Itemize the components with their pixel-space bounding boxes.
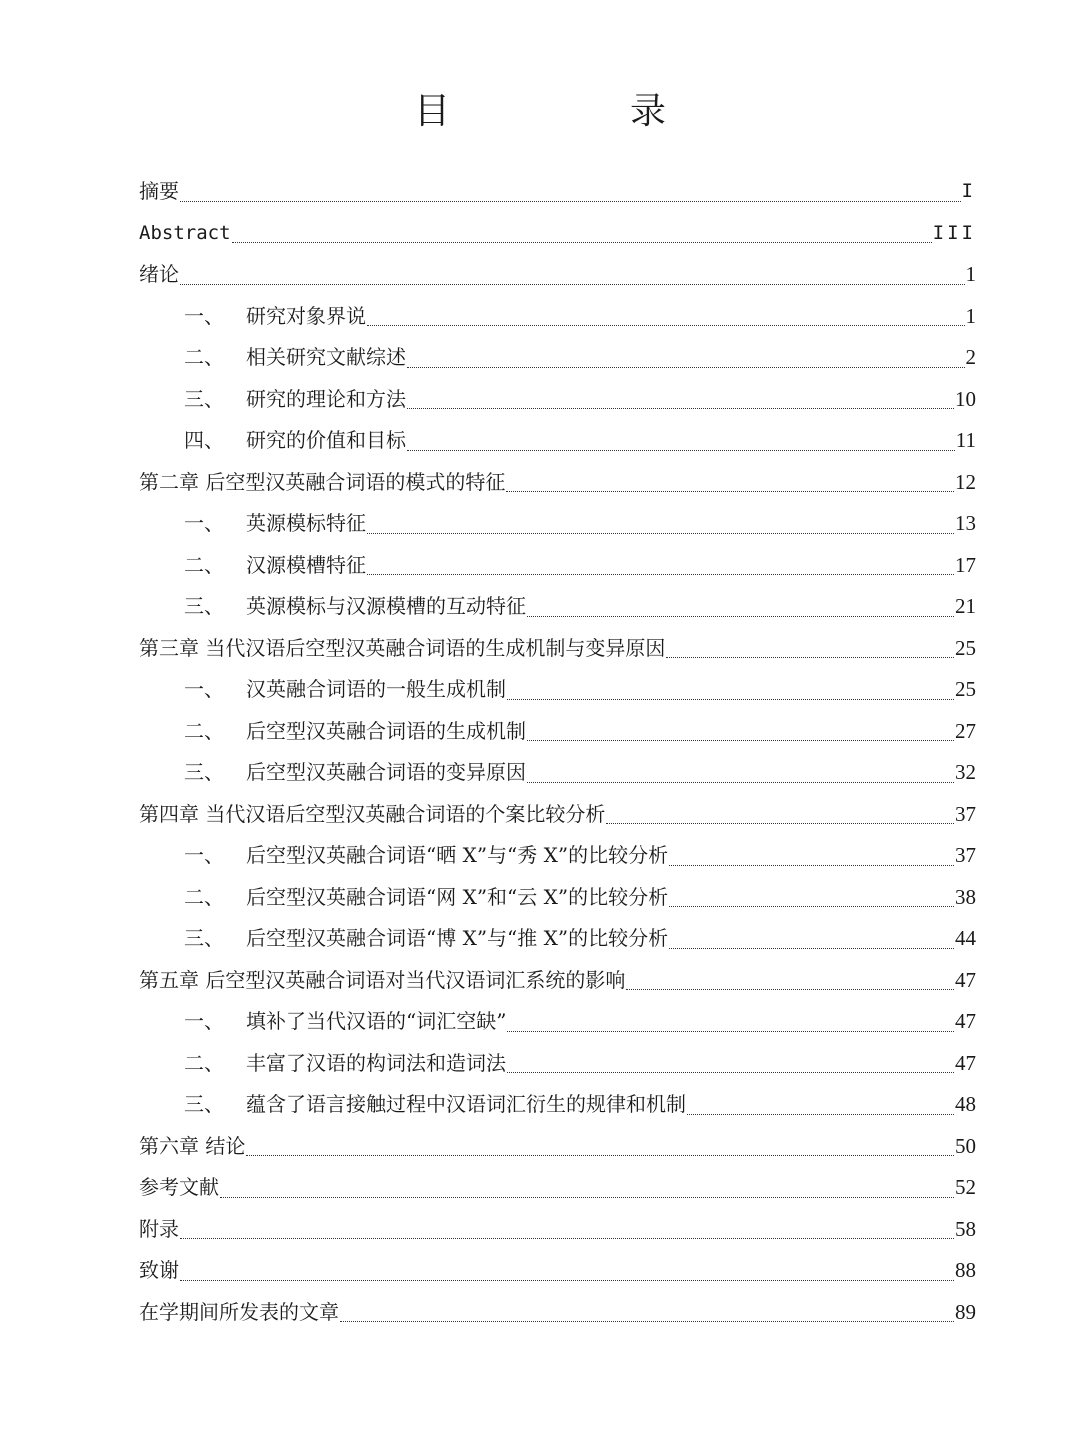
toc-dot-leader	[367, 296, 965, 338]
toc-page-number: 1	[965, 303, 976, 328]
toc-entry-label: 后空型汉英融合词语的变异原因	[246, 760, 526, 784]
toc-entry-label: 相关研究文献综述	[246, 345, 406, 369]
toc-entry-section[interactable]	[139, 545, 976, 587]
toc-entry-label: 丰富了汉语的构词法和造词法	[246, 1050, 506, 1075]
toc-entry-number: 三、	[184, 1092, 224, 1116]
toc-dot-leader	[180, 254, 965, 296]
toc-entry-chapter[interactable]	[139, 1292, 976, 1334]
toc-page-number: 37	[955, 843, 976, 867]
toc-entry-label: 研究的理论和方法	[246, 386, 406, 411]
toc-entry-label: 研究对象界说	[246, 303, 366, 328]
toc-page-number: 32	[955, 760, 976, 784]
toc-dot-leader	[246, 1126, 954, 1168]
toc-entry-label: 第五章 后空型汉英融合词语对当代汉语词汇系统的影响	[139, 967, 626, 992]
toc-entry-label: Abstract	[139, 221, 231, 244]
toc-entry-number: 二、	[184, 552, 224, 577]
toc-dot-leader	[666, 628, 954, 670]
toc-dot-leader	[407, 379, 954, 421]
toc-entry-label: 汉源模槽特征	[246, 552, 366, 577]
toc-entry-section[interactable]	[139, 877, 976, 919]
toc-entry-label: 参考文献	[139, 1175, 219, 1199]
toc-page-number: 27	[955, 718, 976, 743]
toc-page-number: 11	[955, 428, 976, 452]
toc-entry-section[interactable]	[139, 752, 976, 794]
toc-page-number: 88	[955, 1258, 976, 1282]
toc-entry-label: 第四章 当代汉语后空型汉英融合词语的个案比较分析	[139, 801, 606, 826]
toc-entry-section[interactable]	[139, 1001, 976, 1043]
toc-entry-chapter[interactable]	[139, 960, 976, 1002]
toc-entry-number: 一、	[184, 511, 224, 535]
toc-dot-leader	[407, 420, 955, 462]
toc-dot-leader	[367, 503, 954, 545]
toc-page-number: 44	[955, 926, 976, 950]
toc-entry-label: 后空型汉英融合词语“博 X”与“推 X”的比较分析	[246, 926, 669, 950]
toc-entry-label: 后空型汉英融合词语“网 X”和“云 X”的比较分析	[246, 884, 669, 909]
toc-entry-label: 汉英融合词语的一般生成机制	[246, 677, 506, 701]
toc-entry-label: 后空型汉英融合词语的生成机制	[246, 718, 526, 743]
toc-entry-number: 四、	[184, 428, 224, 452]
toc-entry-label: 第六章 结论	[139, 1133, 246, 1158]
toc-page-number: III	[932, 221, 976, 244]
toc-entry-label: 蕴含了语言接触过程中汉语词汇衍生的规律和机制	[246, 1092, 686, 1116]
toc-dot-leader	[507, 1043, 954, 1085]
toc-entry-label: 英源模标特征	[246, 511, 366, 535]
toc-dot-leader	[527, 711, 954, 753]
toc-entry-label: 研究的价值和目标	[246, 428, 406, 452]
toc-entry-chapter[interactable]	[139, 1250, 976, 1292]
toc-entry-section[interactable]	[139, 711, 976, 753]
toc-entry-chapter[interactable]	[139, 794, 976, 836]
toc-entry-section[interactable]	[139, 1043, 976, 1085]
table-of-contents	[139, 171, 976, 1333]
toc-entry-chapter[interactable]	[139, 1167, 976, 1209]
toc-entry-chapter[interactable]	[139, 213, 976, 255]
toc-page-number: 17	[955, 552, 976, 577]
toc-entry-section[interactable]	[139, 669, 976, 711]
toc-page-number: 21	[955, 594, 976, 618]
toc-dot-leader	[340, 1292, 954, 1334]
toc-dot-leader	[180, 1209, 954, 1251]
toc-dot-leader	[626, 960, 954, 1002]
toc-entry-number: 三、	[184, 594, 224, 618]
toc-page-number: 52	[955, 1175, 976, 1199]
toc-entry-chapter[interactable]	[139, 1209, 976, 1251]
toc-entry-label: 第三章 当代汉语后空型汉英融合词语的生成机制与变异原因	[139, 635, 666, 660]
toc-dot-leader	[407, 337, 965, 379]
toc-page-number: I	[961, 180, 976, 202]
toc-dot-leader	[220, 1167, 954, 1209]
toc-page-number: 1	[965, 262, 976, 286]
toc-dot-leader	[507, 1001, 954, 1043]
toc-entry-label: 绪论	[139, 262, 179, 286]
toc-entry-chapter[interactable]	[139, 462, 976, 504]
toc-entry-label: 后空型汉英融合词语“晒 X”与“秀 X”的比较分析	[246, 843, 669, 867]
toc-page-number: 12	[955, 469, 976, 494]
toc-page-number: 37	[955, 801, 976, 826]
toc-entry-chapter[interactable]	[139, 1126, 976, 1168]
page-title: 目 录	[413, 91, 738, 132]
toc-entry-chapter[interactable]	[139, 254, 976, 296]
toc-dot-leader	[180, 1250, 954, 1292]
toc-entry-number: 三、	[184, 926, 224, 950]
toc-entry-label: 第二章 后空型汉英融合词语的模式的特征	[139, 469, 506, 494]
toc-entry-number: 一、	[184, 1009, 224, 1033]
toc-entry-label: 英源模标与汉源模槽的互动特征	[246, 594, 526, 618]
toc-dot-leader	[687, 1084, 954, 1126]
toc-page-number: 2	[965, 345, 976, 369]
toc-entry-section[interactable]	[139, 503, 976, 545]
toc-entry-label: 致谢	[139, 1258, 179, 1282]
toc-dot-leader	[669, 918, 954, 960]
toc-entry-number: 一、	[184, 677, 224, 701]
toc-entry-label: 摘要	[139, 179, 179, 203]
toc-entry-section[interactable]	[139, 918, 976, 960]
toc-page-number: 58	[955, 1216, 976, 1241]
toc-page-number: 38	[955, 884, 976, 909]
toc-entry-chapter[interactable]	[139, 171, 976, 213]
toc-dot-leader	[506, 462, 954, 504]
toc-dot-leader	[507, 669, 954, 711]
toc-dot-leader	[606, 794, 954, 836]
toc-entry-section[interactable]	[139, 420, 976, 462]
toc-page-number: 47	[955, 1009, 976, 1033]
toc-entry-chapter[interactable]	[139, 628, 976, 670]
toc-entry-label: 填补了当代汉语的“词汇空缺”	[246, 1009, 507, 1033]
toc-entry-number: 一、	[184, 843, 224, 867]
toc-dot-leader	[669, 835, 954, 877]
toc-dot-leader	[232, 213, 932, 255]
toc-dot-leader	[180, 171, 961, 213]
toc-entry-number: 三、	[184, 386, 224, 411]
toc-page-number: 13	[955, 511, 976, 535]
toc-dot-leader	[669, 877, 954, 919]
toc-page-number: 48	[955, 1092, 976, 1116]
toc-page-number: 10	[955, 386, 976, 411]
toc-page-number: 47	[955, 1050, 976, 1075]
toc-dot-leader	[367, 545, 954, 587]
toc-entry-section[interactable]	[139, 835, 976, 877]
toc-entry-label: 在学期间所发表的文章	[139, 1299, 339, 1324]
toc-page-number: 47	[955, 967, 976, 992]
toc-page-number: 50	[955, 1133, 976, 1158]
toc-entry-number: 三、	[184, 760, 224, 784]
toc-page-number: 25	[955, 677, 976, 701]
toc-entry-section[interactable]	[139, 379, 976, 421]
toc-entry-number: 二、	[184, 884, 224, 909]
toc-entry-section[interactable]	[139, 1084, 976, 1126]
toc-entry-section[interactable]	[139, 337, 976, 379]
toc-page-number: 89	[955, 1299, 976, 1324]
toc-entry-section[interactable]	[139, 296, 976, 338]
toc-entry-number: 一、	[184, 303, 224, 328]
toc-dot-leader	[527, 752, 954, 794]
toc-dot-leader	[527, 586, 954, 628]
toc-entry-number: 二、	[184, 718, 224, 743]
toc-entry-number: 二、	[184, 1050, 224, 1075]
toc-entry-section[interactable]	[139, 586, 976, 628]
toc-entry-number: 二、	[184, 345, 224, 369]
toc-page-number: 25	[955, 635, 976, 660]
toc-entry-label: 附录	[139, 1216, 179, 1241]
